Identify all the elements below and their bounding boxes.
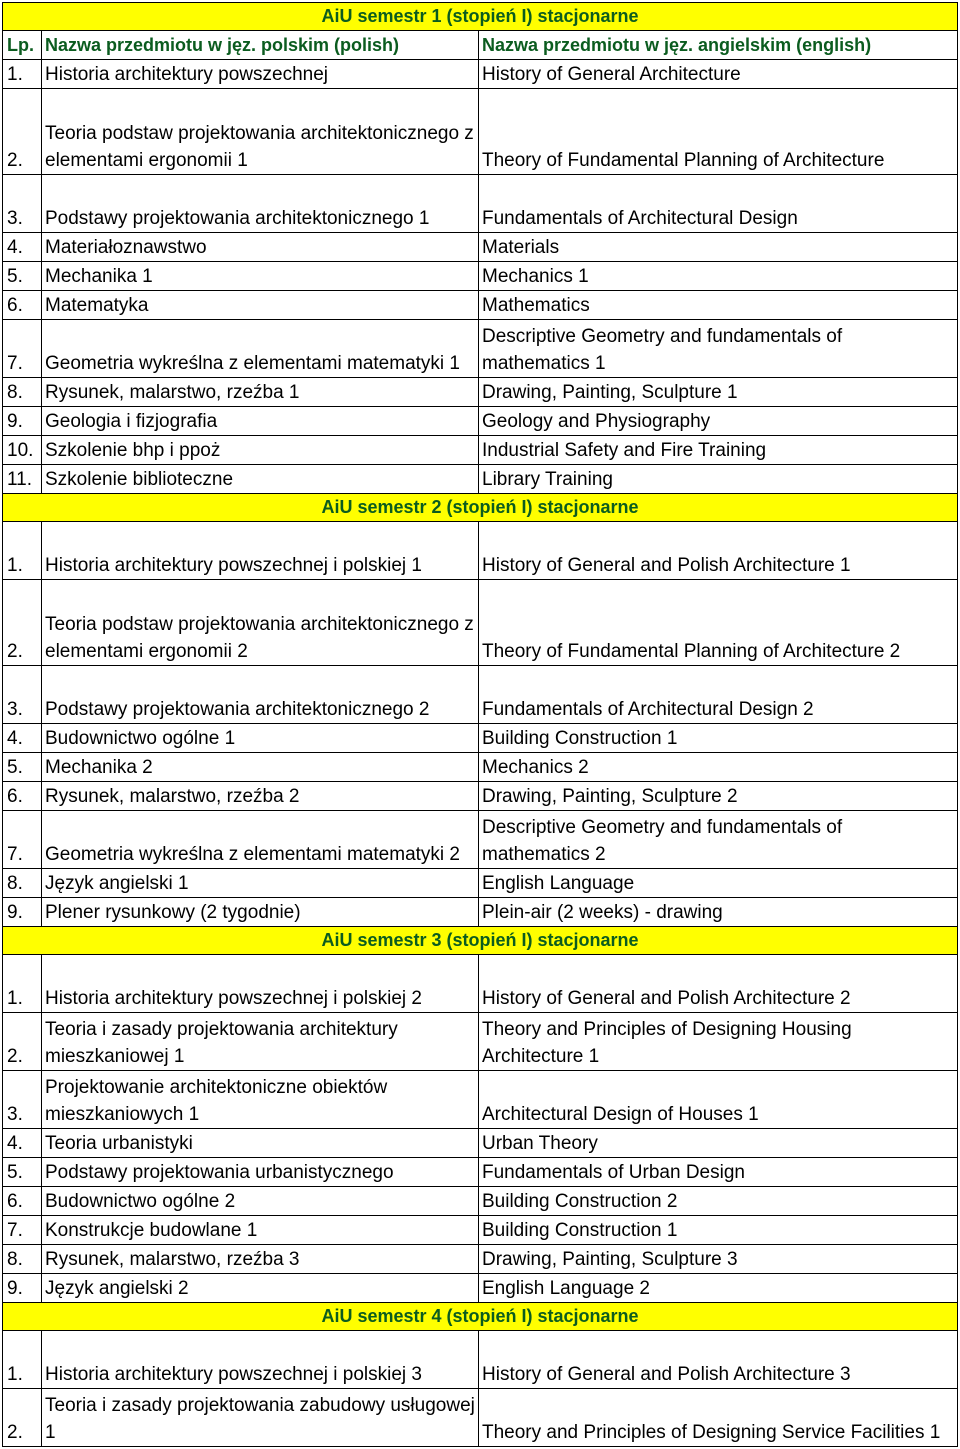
course-row [3, 869, 958, 898]
course-name-polish: Plener rysunkowy (2 tygodnie) [42, 898, 479, 927]
course-name-polish: Historia architektury powszechnej i polskiej 2 [42, 955, 479, 1013]
course-name-english: Geology and Physiography [479, 407, 958, 436]
course-name-polish: Historia architektury powszechnej i polskiej 1 [42, 522, 479, 580]
course-name-english: Theory of Fundamental Planning of Architecture [479, 89, 958, 175]
course-number: 8. [3, 1245, 42, 1274]
course-row [3, 60, 958, 89]
course-row [3, 580, 958, 666]
semester-title: AiU semestr 4 (stopień I) stacjonarne [3, 1303, 958, 1331]
course-number: 1. [3, 955, 42, 1013]
course-row [3, 175, 958, 233]
semester-header-row [3, 1303, 958, 1331]
course-name-english: History of General and Polish Architecture 1 [479, 522, 958, 580]
course-row [3, 955, 958, 1013]
course-name-polish: Rysunek, malarstwo, rzeźba 2 [42, 782, 479, 811]
course-name-english: Mathematics [479, 291, 958, 320]
course-number: 8. [3, 869, 42, 898]
course-name-english: Fundamentals of Architectural Design [479, 175, 958, 233]
semester-header-row [3, 3, 958, 31]
course-name-polish: Geometria wykreślna z elementami matematyki 1 [42, 320, 479, 378]
course-number: 5. [3, 753, 42, 782]
course-number: 6. [3, 291, 42, 320]
course-number: 4. [3, 233, 42, 262]
course-number: 7. [3, 320, 42, 378]
course-name-polish: Język angielski 1 [42, 869, 479, 898]
course-name-polish: Podstawy projektowania architektonicznego 1 [42, 175, 479, 233]
course-name-english: Urban Theory [479, 1129, 958, 1158]
course-name-polish: Teoria i zasady projektowania architektury mieszkaniowej 1 [42, 1013, 479, 1071]
course-name-polish: Język angielski 2 [42, 1274, 479, 1303]
course-number: 9. [3, 407, 42, 436]
course-name-polish: Konstrukcje budowlane 1 [42, 1216, 479, 1245]
semester-header-row [3, 494, 958, 522]
course-number: 3. [3, 175, 42, 233]
course-name-polish: Materiałoznawstwo [42, 233, 479, 262]
course-row [3, 1013, 958, 1071]
course-number: 5. [3, 1158, 42, 1187]
course-name-polish: Teoria podstaw projektowania architektonicznego z elementami ergonomii 2 [42, 580, 479, 666]
course-row [3, 407, 958, 436]
course-name-english: Theory of Fundamental Planning of Architecture 2 [479, 580, 958, 666]
course-row [3, 522, 958, 580]
course-number: 4. [3, 1129, 42, 1158]
semester-title: AiU semestr 1 (stopień I) stacjonarne [3, 3, 958, 31]
course-number: 2. [3, 1389, 42, 1447]
course-name-polish: Szkolenie biblioteczne [42, 465, 479, 494]
course-row [3, 1129, 958, 1158]
course-row [3, 898, 958, 927]
course-row [3, 1158, 958, 1187]
course-number: 8. [3, 378, 42, 407]
course-name-polish: Podstawy projektowania architektonicznego 2 [42, 666, 479, 724]
course-number: 9. [3, 1274, 42, 1303]
course-number: 1. [3, 522, 42, 580]
course-row [3, 1331, 958, 1389]
course-name-polish: Teoria urbanistyki [42, 1129, 479, 1158]
course-number: 10. [3, 436, 42, 465]
course-table-body [3, 3, 958, 1447]
course-name-english: Descriptive Geometry and fundamentals of mathematics 1 [479, 320, 958, 378]
course-name-polish: Historia architektury powszechnej i polskiej 3 [42, 1331, 479, 1389]
course-row [3, 1389, 958, 1447]
course-row [3, 1071, 958, 1129]
course-name-english: Plein-air (2 weeks) - drawing [479, 898, 958, 927]
course-table [2, 2, 958, 1447]
column-header-polish: Nazwa przedmiotu w jęz. polskim (polish) [42, 31, 479, 60]
course-name-polish: Teoria i zasady projektowania zabudowy usługowej 1 [42, 1389, 479, 1447]
course-row [3, 1274, 958, 1303]
course-number: 2. [3, 89, 42, 175]
course-name-english: Theory and Principles of Designing Housing Architecture 1 [479, 1013, 958, 1071]
course-name-english: Building Construction 1 [479, 1216, 958, 1245]
course-name-english: Fundamentals of Urban Design [479, 1158, 958, 1187]
course-name-english: History of General and Polish Architecture 3 [479, 1331, 958, 1389]
course-name-english: Library Training [479, 465, 958, 494]
course-name-english: Descriptive Geometry and fundamentals of mathematics 2 [479, 811, 958, 869]
semester-title: AiU semestr 2 (stopień I) stacjonarne [3, 494, 958, 522]
course-name-english: History of General Architecture [479, 60, 958, 89]
course-number: 7. [3, 811, 42, 869]
course-name-polish: Matematyka [42, 291, 479, 320]
course-row [3, 320, 958, 378]
course-number: 1. [3, 1331, 42, 1389]
course-row [3, 378, 958, 407]
course-name-english: Building Construction 2 [479, 1187, 958, 1216]
course-name-english: Industrial Safety and Fire Training [479, 436, 958, 465]
course-name-english: Drawing, Painting, Sculpture 2 [479, 782, 958, 811]
course-name-english: English Language 2 [479, 1274, 958, 1303]
course-name-polish: Rysunek, malarstwo, rzeźba 3 [42, 1245, 479, 1274]
course-number: 3. [3, 1071, 42, 1129]
course-number: 4. [3, 724, 42, 753]
course-name-polish: Geometria wykreślna z elementami matematyki 2 [42, 811, 479, 869]
course-name-english: Mechanics 2 [479, 753, 958, 782]
course-row [3, 753, 958, 782]
course-name-english: Drawing, Painting, Sculpture 1 [479, 378, 958, 407]
course-name-english: Building Construction 1 [479, 724, 958, 753]
column-header-english: Nazwa przedmiotu w jęz. angielskim (english) [479, 31, 958, 60]
course-row [3, 89, 958, 175]
course-name-english: English Language [479, 869, 958, 898]
course-name-polish: Mechanika 2 [42, 753, 479, 782]
course-name-english: Theory and Principles of Designing Service Facilities 1 [479, 1389, 958, 1447]
course-row [3, 465, 958, 494]
course-row [3, 1216, 958, 1245]
course-name-polish: Geologia i fizjografia [42, 407, 479, 436]
course-name-polish: Teoria podstaw projektowania architektonicznego z elementami ergonomii 1 [42, 89, 479, 175]
course-name-english: Fundamentals of Architectural Design 2 [479, 666, 958, 724]
course-number: 9. [3, 898, 42, 927]
course-number: 7. [3, 1216, 42, 1245]
course-row [3, 1245, 958, 1274]
course-name-english: Mechanics 1 [479, 262, 958, 291]
course-number: 2. [3, 580, 42, 666]
course-name-english: Architectural Design of Houses 1 [479, 1071, 958, 1129]
course-row [3, 436, 958, 465]
course-row [3, 233, 958, 262]
course-row [3, 782, 958, 811]
course-name-polish: Projektowanie architektoniczne obiektów mieszkaniowych 1 [42, 1071, 479, 1129]
column-header-lp: Lp. [3, 31, 42, 60]
course-name-polish: Szkolenie bhp i ppoż [42, 436, 479, 465]
course-number: 1. [3, 60, 42, 89]
column-header-row [3, 31, 958, 60]
course-name-polish: Budownictwo ogólne 1 [42, 724, 479, 753]
course-name-english: Drawing, Painting, Sculpture 3 [479, 1245, 958, 1274]
course-number: 6. [3, 782, 42, 811]
course-row [3, 262, 958, 291]
course-row [3, 666, 958, 724]
course-name-polish: Historia architektury powszechnej [42, 60, 479, 89]
course-number: 5. [3, 262, 42, 291]
course-row [3, 1187, 958, 1216]
course-name-english: History of General and Polish Architecture 2 [479, 955, 958, 1013]
course-number: 3. [3, 666, 42, 724]
course-row [3, 724, 958, 753]
course-number: 11. [3, 465, 42, 494]
course-name-english: Materials [479, 233, 958, 262]
course-name-polish: Budownictwo ogólne 2 [42, 1187, 479, 1216]
course-number: 2. [3, 1013, 42, 1071]
course-row [3, 291, 958, 320]
course-number: 6. [3, 1187, 42, 1216]
semester-header-row [3, 927, 958, 955]
course-name-polish: Mechanika 1 [42, 262, 479, 291]
course-row [3, 811, 958, 869]
course-name-polish: Rysunek, malarstwo, rzeźba 1 [42, 378, 479, 407]
semester-title: AiU semestr 3 (stopień I) stacjonarne [3, 927, 958, 955]
course-name-polish: Podstawy projektowania urbanistycznego [42, 1158, 479, 1187]
